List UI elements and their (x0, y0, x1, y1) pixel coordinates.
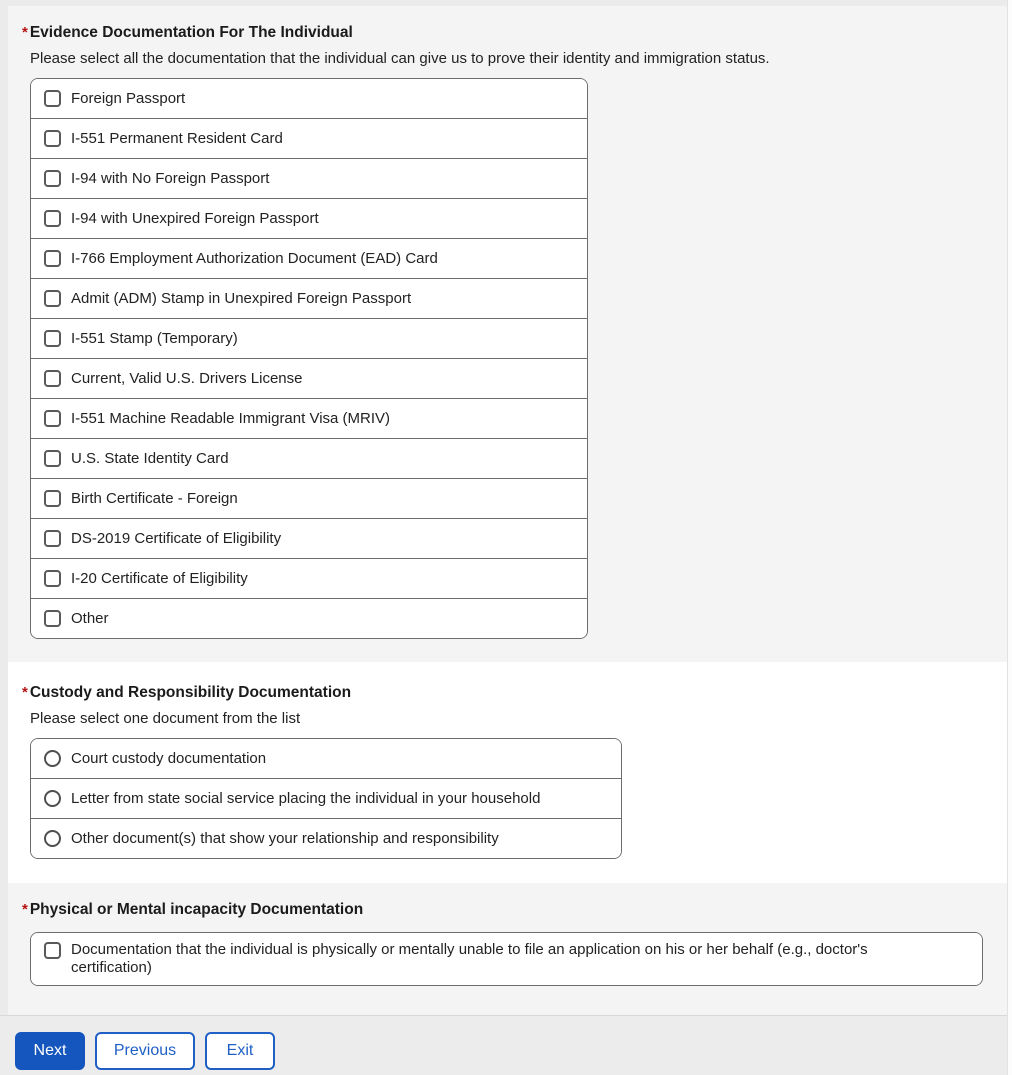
radio-button[interactable] (44, 830, 61, 847)
checkbox-option-row[interactable] (31, 439, 587, 479)
incapacity-checkbox-list (30, 932, 983, 986)
option-label: Documentation that the individual is physically or mentally unable to file an application on his or her behalf (e.g., doctor's certification) (71, 941, 868, 976)
checkbox-option-row[interactable] (31, 319, 587, 359)
required-asterisk: * (22, 24, 28, 41)
checkbox[interactable] (44, 250, 61, 267)
previous-button[interactable]: Previous (95, 1032, 195, 1070)
option-label: Letter from state social service placing the individual in your household (71, 789, 541, 807)
section-title: Custody and Responsibility Documentation (29, 684, 352, 701)
option-label: Current, Valid U.S. Drivers License (71, 369, 303, 387)
option-label: Other document(s) that show your relationship and responsibility (71, 829, 499, 847)
checkbox[interactable] (44, 90, 61, 107)
option-label: Admit (ADM) Stamp in Unexpired Foreign Passport (71, 289, 412, 307)
option-label: I-94 with Unexpired Foreign Passport (71, 209, 319, 227)
option-label: I-551 Permanent Resident Card (71, 129, 283, 147)
left-gutter (0, 0, 8, 1075)
checkbox-option-row[interactable] (31, 119, 587, 159)
checkbox[interactable] (44, 410, 61, 427)
footer-button-bar (15, 1032, 275, 1070)
radio-button[interactable] (44, 750, 61, 767)
checkbox-option-row[interactable] (31, 933, 982, 985)
checkbox[interactable] (44, 530, 61, 547)
evidence-section-heading (22, 23, 353, 42)
checkbox[interactable] (44, 370, 61, 387)
checkbox[interactable] (44, 450, 61, 467)
option-label: Court custody documentation (71, 749, 267, 767)
option-label: I-94 with No Foreign Passport (71, 169, 270, 187)
section-subtitle: Please select one document from the list (30, 710, 301, 727)
next-button[interactable]: Next (15, 1032, 85, 1070)
checkbox-option-row[interactable] (31, 239, 587, 279)
section-title: Evidence Documentation For The Individual (29, 24, 353, 41)
checkbox[interactable] (44, 490, 61, 507)
section-subtitle: Please select all the documentation that the individual can give us to prove their identity and immigration status. (30, 50, 770, 67)
checkbox-option-row[interactable] (31, 359, 587, 399)
checkbox[interactable] (44, 130, 61, 147)
checkbox-option-row[interactable] (31, 199, 587, 239)
custody-radio-list (30, 738, 622, 859)
checkbox-option-row[interactable] (31, 519, 587, 559)
option-label: Other (71, 609, 109, 627)
checkbox-option-row[interactable] (31, 599, 587, 638)
checkbox[interactable] (44, 290, 61, 307)
checkbox[interactable] (44, 610, 61, 627)
option-label: I-551 Machine Readable Immigrant Visa (MRIV) (71, 409, 391, 427)
option-label: U.S. State Identity Card (71, 449, 229, 467)
checkbox[interactable] (44, 570, 61, 587)
option-label: I-766 Employment Authorization Document (EAD) Card (71, 249, 438, 267)
checkbox[interactable] (44, 170, 61, 187)
incapacity-section-heading (22, 900, 363, 919)
checkbox-option-row[interactable] (31, 279, 587, 319)
scrollbar-track[interactable] (1007, 0, 1012, 1075)
radio-button[interactable] (44, 790, 61, 807)
option-label: DS-2019 Certificate of Eligibility (71, 529, 282, 547)
checkbox[interactable] (44, 942, 61, 959)
checkbox[interactable] (44, 210, 61, 227)
checkbox-option-row[interactable] (31, 79, 587, 119)
page-top-edge (0, 0, 1012, 6)
checkbox-option-row[interactable] (31, 399, 587, 439)
required-asterisk: * (22, 684, 28, 701)
option-label: Foreign Passport (71, 89, 186, 107)
radio-option-row[interactable] (31, 739, 621, 779)
custody-section-heading (22, 683, 351, 702)
exit-button[interactable]: Exit (205, 1032, 275, 1070)
checkbox-option-row[interactable] (31, 159, 587, 199)
section-title: Physical or Mental incapacity Documentation (29, 901, 364, 918)
option-label: I-20 Certificate of Eligibility (71, 569, 248, 587)
radio-option-row[interactable] (31, 779, 621, 819)
checkbox-option-row[interactable] (31, 559, 587, 599)
option-label: I-551 Stamp (Temporary) (71, 329, 238, 347)
radio-option-row[interactable] (31, 819, 621, 858)
evidence-checkbox-list (30, 78, 588, 639)
checkbox-option-row[interactable] (31, 479, 587, 519)
required-asterisk: * (22, 901, 28, 918)
option-label: Birth Certificate - Foreign (71, 489, 238, 507)
checkbox[interactable] (44, 330, 61, 347)
